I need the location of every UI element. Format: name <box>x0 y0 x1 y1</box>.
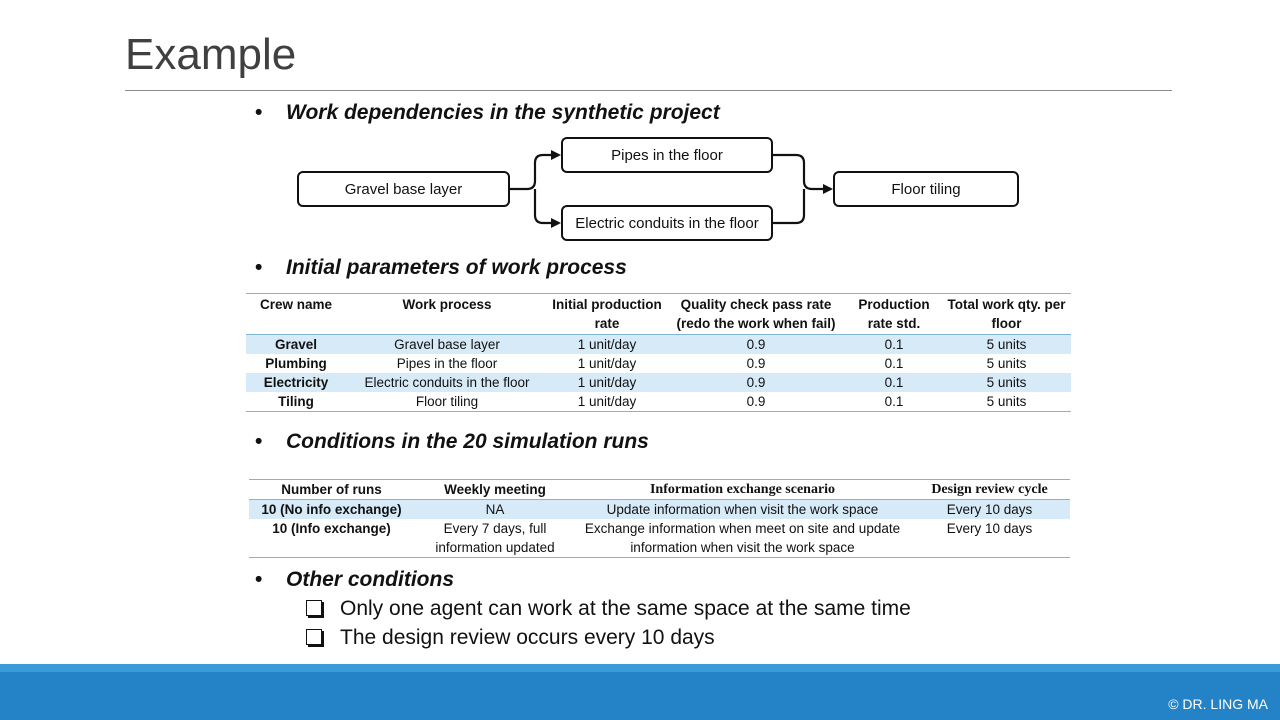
edge-gravel-pipes <box>510 155 559 189</box>
table-header-row <box>249 480 1070 500</box>
checkbox-bullet-icon <box>306 600 322 616</box>
node-electric-conduits: Electric conduits in the floor <box>561 205 773 241</box>
col-initial-rate: Initial production rate <box>548 294 666 335</box>
cell: Floor tiling <box>415 394 479 409</box>
bullet-text: Work dependencies in the synthetic project <box>286 101 720 124</box>
col-quality-pass-rate: Quality check pass rate (redo the work when fail) <box>666 294 846 335</box>
col-crew-name: Crew name <box>246 294 346 335</box>
cell: NA <box>414 500 576 520</box>
col-work-process: Work process <box>346 294 548 335</box>
col-design-review-cycle: Design review cycle <box>909 480 1070 500</box>
bullet-dot: • <box>255 101 263 124</box>
sub-bullet-one-agent <box>306 597 911 621</box>
cell: Electric conduits in the floor <box>346 373 548 392</box>
bullet-dot: • <box>255 256 263 279</box>
table-row <box>246 373 1071 392</box>
slide-title: Example <box>125 30 297 79</box>
table-row <box>249 519 1070 558</box>
cell: Exchange information when meet on site and update information when visit the work space <box>584 521 901 555</box>
cell: 1 unit/day <box>577 356 637 371</box>
cell: 0.1 <box>846 335 942 355</box>
bullet-other-conditions <box>255 568 454 592</box>
cell: 0.9 <box>746 356 766 371</box>
col-rate-std: Production rate std. <box>846 294 942 335</box>
parameters-table <box>246 293 1071 412</box>
col-info-exchange-scenario: Information exchange scenario <box>576 480 909 500</box>
sub-bullet-design-review <box>306 626 715 650</box>
bullet-dot: • <box>255 430 263 453</box>
cell: 0.1 <box>884 394 904 409</box>
node-gravel-base-layer: Gravel base layer <box>297 171 510 207</box>
edge-gravel-electric <box>535 189 559 223</box>
cell: 1 unit/day <box>548 335 666 355</box>
table-row <box>246 335 1071 355</box>
footer-bar <box>0 664 1280 720</box>
cell: 5 units <box>942 335 1071 355</box>
checkbox-bullet-icon <box>306 629 322 645</box>
bullet-dot: • <box>255 568 263 591</box>
copyright-text: © DR. LING MA <box>1168 696 1268 712</box>
col-number-of-runs: Number of runs <box>249 480 414 500</box>
cell: 0.1 <box>884 356 904 371</box>
cell: Pipes in the floor <box>396 356 498 371</box>
table-row <box>249 500 1070 520</box>
cell: 1 unit/day <box>577 394 637 409</box>
bullet-simulation-conditions <box>255 430 649 454</box>
simulation-runs-table <box>249 479 1070 558</box>
table-header-row <box>246 294 1071 335</box>
node-floor-tiling: Floor tiling <box>833 171 1019 207</box>
cell: Gravel base layer <box>346 335 548 355</box>
cell: Electricity <box>246 373 346 392</box>
cell: Plumbing <box>265 356 327 371</box>
edge-pipes-tiling <box>773 155 831 189</box>
cell: Tiling <box>278 394 314 409</box>
cell: Update information when visit the work space <box>576 500 909 520</box>
bullet-work-dependencies <box>255 101 720 125</box>
title-divider <box>125 90 1172 91</box>
table-row <box>246 392 1071 412</box>
cell: 5 units <box>986 356 1027 371</box>
sub-bullet-text: Only one agent can work at the same space at the same time <box>340 597 911 620</box>
bullet-text: Other conditions <box>286 568 454 591</box>
cell: 10 (Info exchange) <box>272 521 391 536</box>
col-total-qty: Total work qty. per floor <box>942 294 1071 335</box>
cell: 5 units <box>986 394 1027 409</box>
bullet-text: Conditions in the 20 simulation runs <box>286 430 649 453</box>
table-row <box>246 354 1071 373</box>
cell: Gravel <box>246 335 346 355</box>
col-weekly-meeting: Weekly meeting <box>414 480 576 500</box>
bullet-initial-parameters <box>255 256 627 280</box>
cell: 0.1 <box>846 373 942 392</box>
cell: 0.9 <box>666 335 846 355</box>
cell: 10 (No info exchange) <box>249 500 414 520</box>
bullet-text: Initial parameters of work process <box>286 256 627 279</box>
cell: 0.9 <box>746 394 766 409</box>
edge-electric-tiling <box>773 189 804 223</box>
cell: Every 10 days <box>909 500 1070 520</box>
cell: 1 unit/day <box>548 373 666 392</box>
cell: Every 10 days <box>946 521 1033 536</box>
cell: Every 7 days, full information updated <box>435 521 555 555</box>
cell: 5 units <box>942 373 1071 392</box>
node-pipes-in-the-floor: Pipes in the floor <box>561 137 773 173</box>
cell: 0.9 <box>666 373 846 392</box>
sub-bullet-text: The design review occurs every 10 days <box>340 626 715 649</box>
